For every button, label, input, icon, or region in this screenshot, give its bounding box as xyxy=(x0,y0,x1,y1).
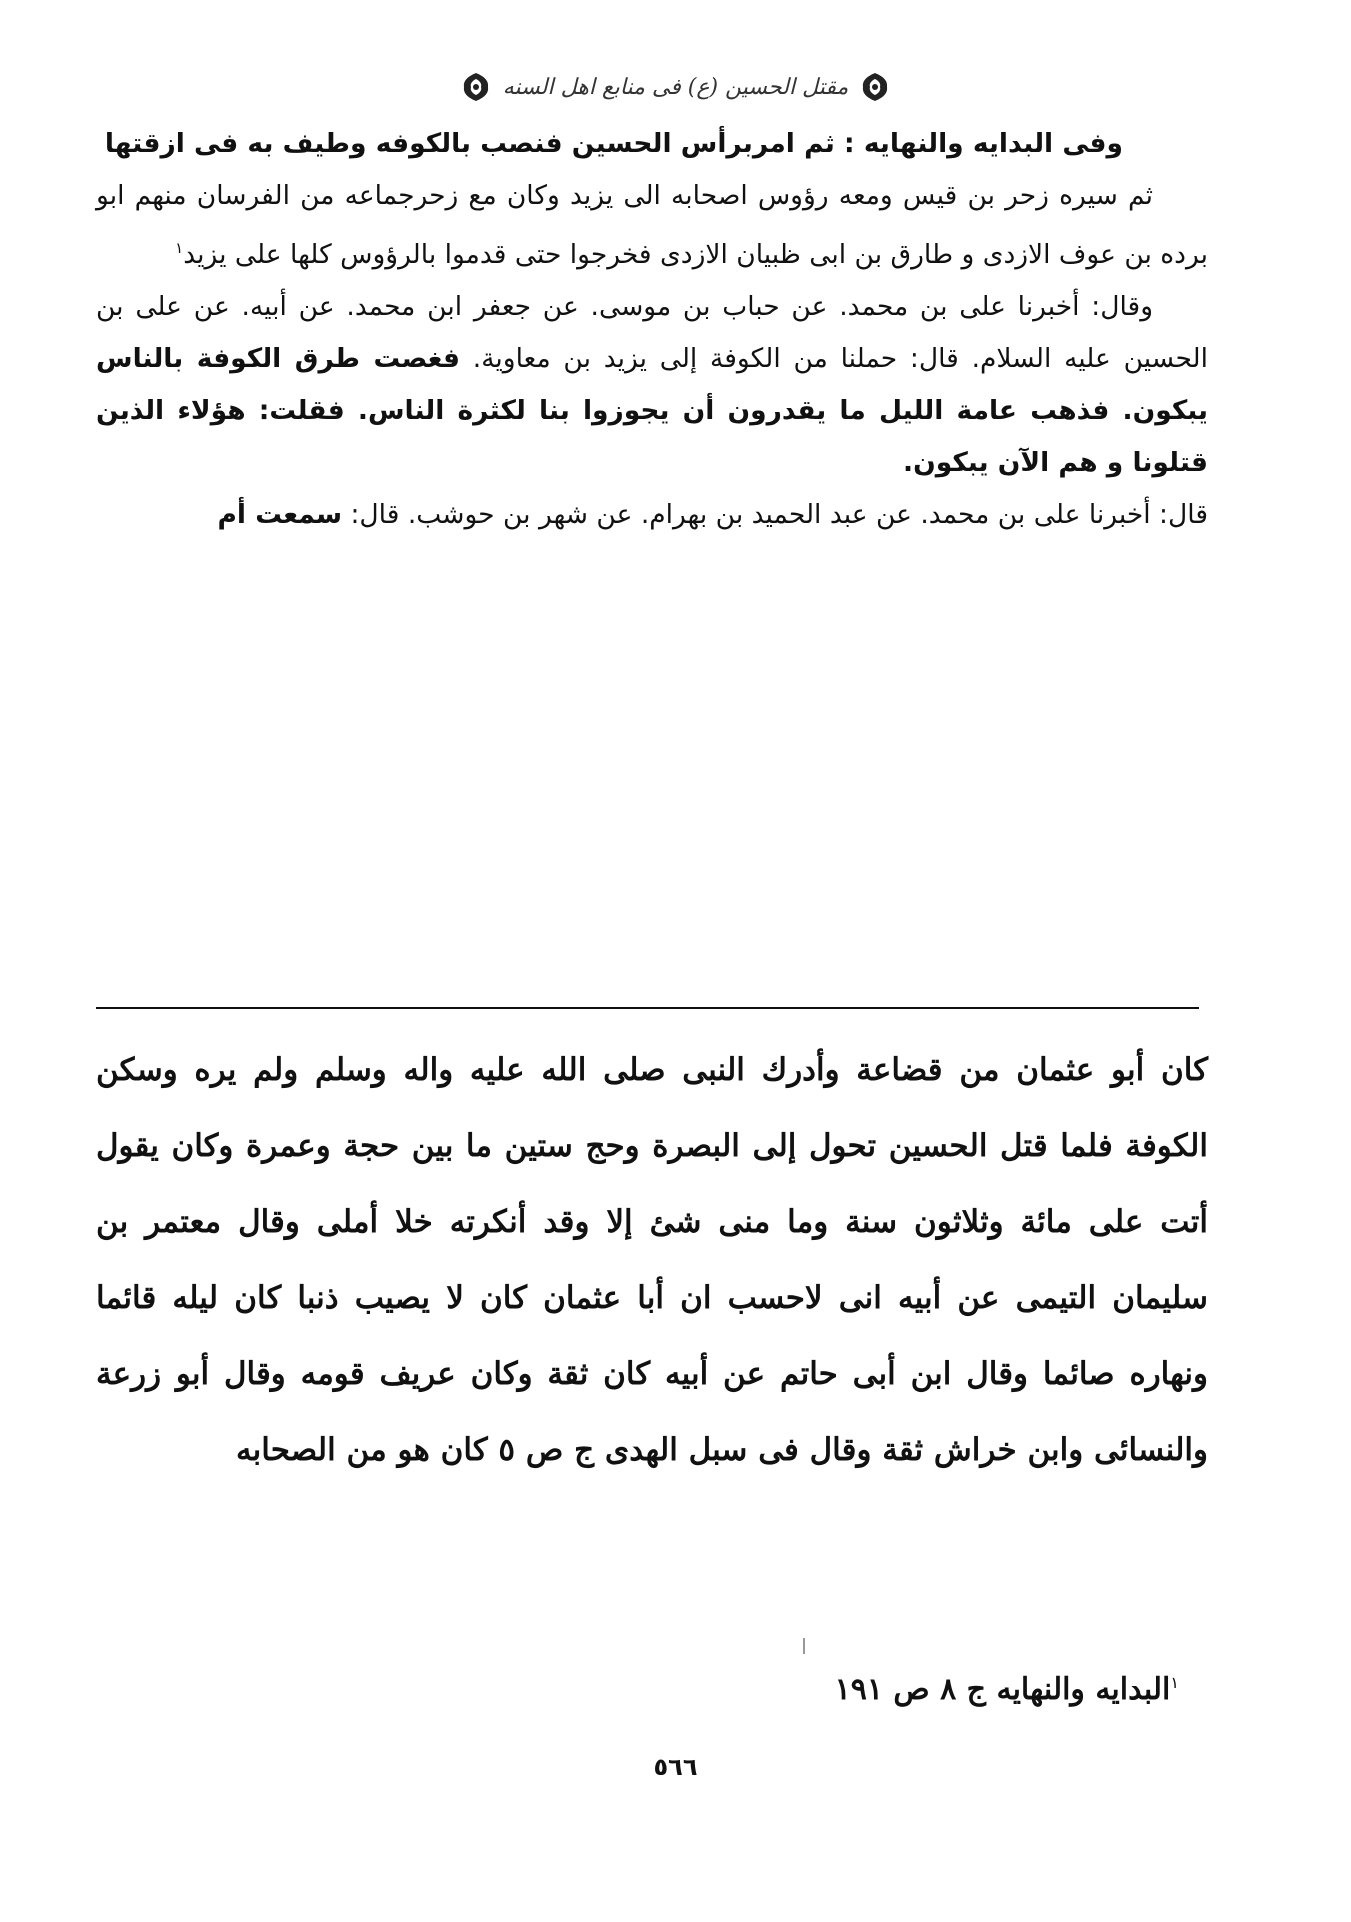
footnote-marker: ١ xyxy=(1170,1673,1179,1692)
ornament-icon xyxy=(858,70,892,104)
footnote-ref: ١ xyxy=(175,239,184,257)
footnote xyxy=(835,1672,1179,1707)
paragraph-text: ثم سيره زحر بن قيس ومعه رؤوس اصحابه الى يزيد وكان مع زحرجماعه من الفرسان منهم ابو برده بن عوف الازدى و طارق بن ابى ظبيان الازدى فخرجوا حتى قدموا بالرؤوس كلها على يزيد xyxy=(96,180,1208,270)
paragraph xyxy=(96,489,1208,541)
biography-text: كان أبو عثمان من قضاعة وأدرك النبى صلى الله عليه واله وسلم ولم يره وسكن الكوفة فلما قتل الحسين تحول إلى البصرة وحج ستين ما بين حجة وعمرة وكان يقول أتت على مائة وثلاثون سنة وما منى شئ إلا وقد أنكرته خلا أملى وقال معتمر بن سليمان التيمى عن أبيه انى لاحسب ان أبا عثمان كان لا يصيب ذنبا كان ليله قائما ونهاره صائما وقال ابن أبى حاتم عن أبيه كان ثقة وكان عريف قومه وقال أبو زرعة والنسائى وابن خراش ثقة وقال فى سبل الهدى ج ص ٥ كان هو من الصحابه xyxy=(96,1052,1208,1468)
main-text xyxy=(96,118,1208,541)
paragraph-text: وقال: أخبرنا على بن محمد. عن حباب بن موسى. عن جعفر ابن محمد. عن أبيه. عن على بن الحسين عليه السلام. قال: حملنا من الكوفة إلى يزيد بن معاوية. xyxy=(96,290,1208,374)
paragraph-bold-text: فغصت طرق الكوفة بالناس يبكون. فذهب عامة الليل ما يقدرون أن يجوزوا بنا لكثرة الناس. فقلت: هؤلاء الذين قتلونا و هم الآن يبكون. xyxy=(96,342,1208,478)
paragraph-text: قال: أخبرنا على بن محمد. عن عبد الحميد بن بهرام. عن شهر بن حوشب. قال: xyxy=(350,498,1208,530)
footnote-divider xyxy=(96,1007,1199,1009)
biography-note xyxy=(96,1032,1208,1488)
paragraph xyxy=(96,170,1208,281)
paragraph xyxy=(96,281,1208,489)
paragraph-bold-text: سمعت أم xyxy=(217,498,343,530)
header-title: مقتل الحسين (ع) فى منابع اهل السنه xyxy=(502,74,849,100)
ornament-icon xyxy=(459,70,493,104)
scan-mark xyxy=(803,1638,805,1654)
opening-line: وفى البدايه والنهايه : ثم امربرأس الحسين فنصب بالكوفه وطيف به فى ازقتها xyxy=(104,128,1123,159)
footnote-text: البدايه والنهايه ج ٨ ص ١٩١ xyxy=(834,1672,1171,1707)
page-number: ٥٦٦ xyxy=(653,1753,698,1781)
running-header xyxy=(0,62,1351,112)
